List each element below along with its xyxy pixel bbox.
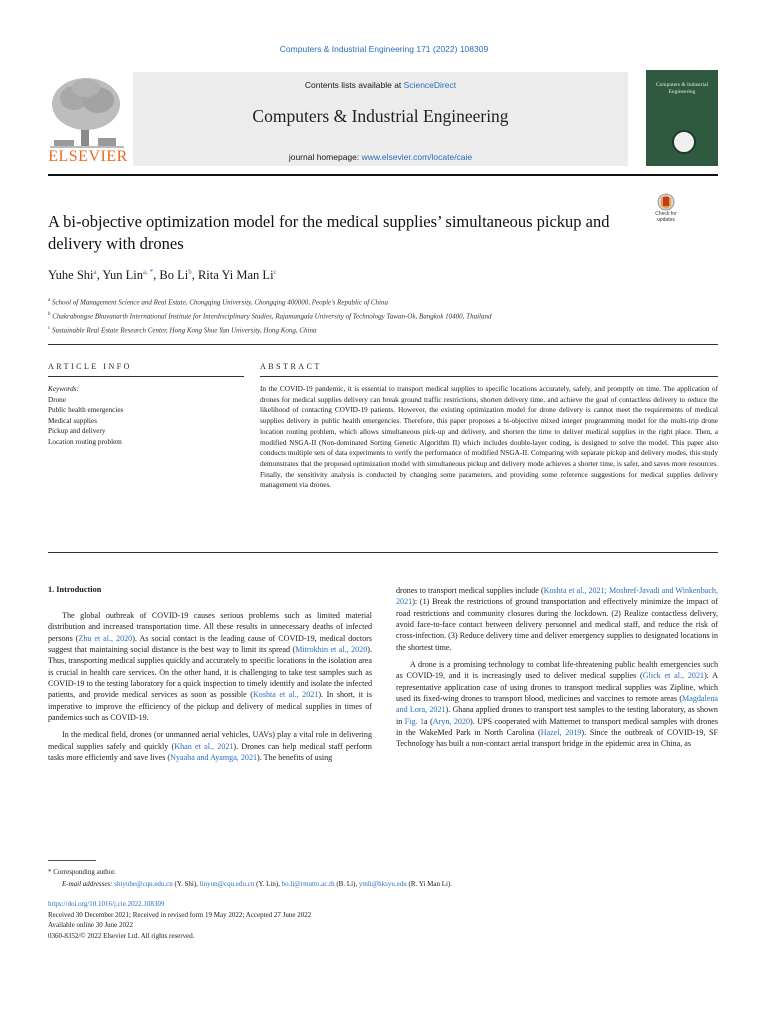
author-list: Yuhe Shi$^a$, Yun Lin$^{a, *}$, Bo Li$^b$, Rita Yi Man Li$^c$ — [48, 268, 277, 283]
received-dates: Received 30 December 2021; Received in revised form 19 May 2022; Accepted 27 June 2022 — [48, 910, 312, 919]
email-owner: (Y. Lin), — [254, 880, 282, 888]
body-paragraph — [48, 610, 372, 723]
citation-link[interactable]: Nyaaba and Ayamga, 2021 — [170, 753, 258, 763]
keyword-item: Public health emergencies — [48, 406, 124, 414]
citation-link[interactable]: Aryn, 2020 — [432, 716, 471, 726]
journal-homepage-link[interactable]: www.elsevier.com/locate/caie — [361, 152, 473, 162]
email-addresses — [48, 878, 718, 890]
body-text: ). A representative application case of using drones to transport medical supplies was Zipline, which used its fixed-wing drones to transport blood, medicines and vaccines to remote areas ( — [396, 671, 719, 704]
masthead-rule — [48, 174, 718, 176]
email-link[interactable]: shiyuhe@cqu.edu.cn — [114, 880, 173, 888]
keyword-item: Pickup and delivery — [48, 427, 106, 435]
author-name[interactable]: Bo Li — [159, 268, 189, 283]
contents-prefix: Contents lists available at — [304, 80, 404, 90]
cover-emblem-icon — [672, 130, 696, 154]
email-label: E-mail addresses: — [62, 880, 113, 888]
body-text: a ( — [424, 716, 433, 726]
copyright-line: 0360-8352/© 2022 Elsevier Ltd. All rights reserved. — [48, 931, 195, 940]
affiliation-item: $^b$ Chakrabongse Bhuvanarth International Institute for Interdisciplinary Studies, Rajamangala University of Technology Tawan-Ok, Bangkok 10400, Thailand — [48, 311, 492, 321]
abstract-heading: ABSTRACT — [260, 362, 322, 371]
body-text: ). The benefits of using — [257, 753, 333, 763]
email-link[interactable]: bo.li@rmutto.ac.th — [281, 880, 335, 888]
citation-link[interactable]: Hazel, 2019 — [540, 728, 582, 738]
homepage-prefix: journal homepage: — [288, 152, 362, 162]
section-heading-introduction: 1. Introduction — [48, 585, 102, 594]
body-text: In the medical field, drones (or unmanned aerial vehicles, UAVs) play a vital role in delivering medical supplies safely and quickly ( — [48, 730, 372, 751]
header-divider — [48, 344, 718, 345]
affiliation-list — [48, 295, 688, 336]
crossmark-label: Check for updates — [655, 211, 677, 223]
email-owner: (Y. Shi), — [172, 880, 200, 888]
author-affiliation-marker[interactable]: a — [93, 268, 97, 276]
contents-line — [133, 80, 628, 90]
keywords-label: Keywords: — [48, 385, 79, 393]
email-link[interactable]: ymli@hksyu.edu — [358, 880, 407, 888]
abstract-bottom-rule — [48, 552, 718, 553]
journal-masthead — [48, 68, 628, 172]
citation-link[interactable]: Fig. 1 — [404, 716, 425, 726]
keyword-item: Location routing problem — [48, 437, 122, 446]
homepage-line — [133, 152, 628, 162]
author-name[interactable]: Yun Lin — [102, 268, 144, 283]
publisher-wordmark: ELSEVIER — [48, 148, 128, 165]
author-affiliation-marker[interactable]: c — [273, 268, 277, 276]
body-text: The global outbreak of COVID-19 causes serious problems such as limited material distribution and increased transportation time. All these results in unnecessary deaths of infected persons ( — [48, 611, 372, 643]
body-text: drones to transport medical supplies include ( — [396, 586, 544, 595]
abstract-text: In the COVID-19 pandemic, it is essential to transport medical supplies to specific locations accurately, safely, and promptly on time. The application of drones for medical supplies delivery can break ground traffic restrictions, shorten delivery time, and achieve the goal of contactless delivery to reduce the likelihood of contacting COVID-19 patients. However, the existing optimization model for drone delivery is cannot meet the requirements of medical supplies delivery in public health emergencies. Therefore, this paper proposes a bi-objective mixed integer programming model for the multi-trip drone location routing problem, which allows simultaneous pick-up and delivery, and shorten the time to deliver medical supplies in the right place. Then, a modified NSGA-II (Non-dominated Sorting Genetic Algorithm II) which includes double-layer coding, is designed to solve the model. This paper also conducts multiple sets of data experiments to verify the performance of modified NSGA-II. Comparing with separate pickup and delivery modes, this study demonstrates that the proposed optimization model with simultaneous pickup and delivery mode achieves a shorter time, is safer, and saves more resources. Finally, the sensitivity analysis is conducted by changing some parameters, and providing some reference suggestions for medical supplies delivery management via drones. — [260, 384, 718, 490]
affiliation-item: $^a$ School of Management Science and Real Estate, Chongqing University, Chongqing 400000, People’s Republic of China — [48, 298, 388, 307]
author-name[interactable]: Yuhe Shi — [48, 268, 94, 283]
article-info-rule — [48, 376, 244, 377]
citation-link[interactable]: Mitrokhin et al., 2020 — [295, 645, 368, 655]
body-text: ). As social contact is the leading cause of COVID-19, medical doctors suggest that maintaining social distance is the best way to limit its spread ( — [48, 633, 373, 655]
body-text: ): (1) Break the restrictions of ground transportation and effectively minimize the impact of road restrictions and community closures during the lockdown. (2) Realize contactless delivery, avoid face-to-face contact between delivery personnel and medical staff, and reduce the risk of cross-infection. (3) Reduce delivery time and deliver emergency supplies to designated locations in the shortest time. — [396, 597, 718, 652]
body-column-right — [396, 585, 718, 750]
doi-link[interactable]: https://doi.org/10.1016/j.cie.2022.108309 — [48, 900, 165, 908]
author-affiliation-marker[interactable]: b — [188, 268, 192, 276]
footnotes — [48, 866, 718, 890]
body-paragraph — [396, 585, 718, 653]
body-text: ). Ghana applied drones to transport test samples to the testing laboratory, as shown in — [396, 705, 718, 726]
keywords-block — [48, 384, 244, 447]
journal-cover-thumbnail[interactable] — [646, 70, 718, 166]
affiliation-item: $^c$ Sustainable Real Estate Research Center, Hong Kong Shue Yan University, Hong Kong, China — [48, 325, 317, 334]
keyword-item: Drone — [48, 395, 66, 404]
corresponding-author-note: * Corresponding author. — [48, 868, 116, 876]
email-owner: (R. Yi Man Li). — [406, 880, 453, 888]
article-title: A bi-objective optimization model for the medical supplies’ simultaneous pickup and delivery with drones — [48, 212, 610, 253]
journal-title: Computers & Industrial Engineering — [252, 106, 509, 126]
available-online: Available online 30 June 2022 — [48, 921, 134, 929]
body-column-left — [48, 610, 372, 763]
article-info-heading: ARTICLE INFO — [48, 362, 132, 371]
footnote-rule — [48, 860, 96, 861]
body-text: A drone is a promising technology to combat life-threatening public health emergencies such as COVID-19, and it is increasingly used to deliver medical supplies ( — [396, 660, 718, 681]
body-text: ). Drones can help medical staff perform tasks more efficiently and save lives ( — [48, 741, 372, 763]
body-paragraph — [396, 659, 718, 750]
body-paragraph — [48, 729, 372, 763]
cover-title: Computers & Industrial Engineering — [655, 82, 709, 95]
abstract-rule — [260, 376, 718, 377]
citation-link[interactable]: Koshta et al., 2021; Moshref-Javadi and Winkenbach, 2021 — [396, 586, 718, 607]
body-text: ). Since the outbreak of COVID-19, SF Technology has built a non-contact aerial transport bridge in the epidemic area in China, as — [396, 728, 719, 749]
author-name[interactable]: Rita Yi Man Li — [197, 268, 274, 283]
journal-citation-link[interactable]: Computers & Industrial Engineering 171 (2022) 108309 — [279, 44, 489, 54]
author-affiliation-marker[interactable]: a, * — [143, 268, 154, 276]
email-owner: (B. Li), — [334, 880, 359, 888]
body-text: ). In short, it is imperative to improve the efficiency of the pickup and delivery of medical supplies in times of pandemics such as COVID-19. — [48, 690, 372, 723]
email-link[interactable]: linyun@cqu.edu.cn — [199, 880, 255, 888]
citation-link[interactable]: Khan et al., 2021 — [174, 741, 234, 751]
citation-link[interactable]: Koshta et al., 2021 — [252, 690, 319, 700]
body-text: ). Thus, transporting medical supplies quickly and accurately to specific locations in the isolation area is crucial in health care services. On the other hand, it is challenging to take test samples such as COVID-19 to the testing laboratory for a quick inspection to timely identify and isolate the infected patients, and provide medical services as soon as possible ( — [48, 645, 372, 700]
citation-link[interactable]: Magdalena and Lora, 2021 — [396, 694, 718, 715]
sciencedirect-link[interactable]: ScienceDirect — [403, 80, 457, 90]
article-metadata — [48, 899, 718, 941]
citation-link[interactable]: Glick et al., 2021 — [642, 671, 705, 681]
body-text: ). UPS cooperated with Matternet to transport medical samples with drones in the WakeMed Park in North Carolina ( — [396, 716, 718, 738]
citation-link[interactable]: Zhu et al., 2020 — [78, 633, 133, 643]
keyword-item: Medical supplies — [48, 416, 97, 425]
